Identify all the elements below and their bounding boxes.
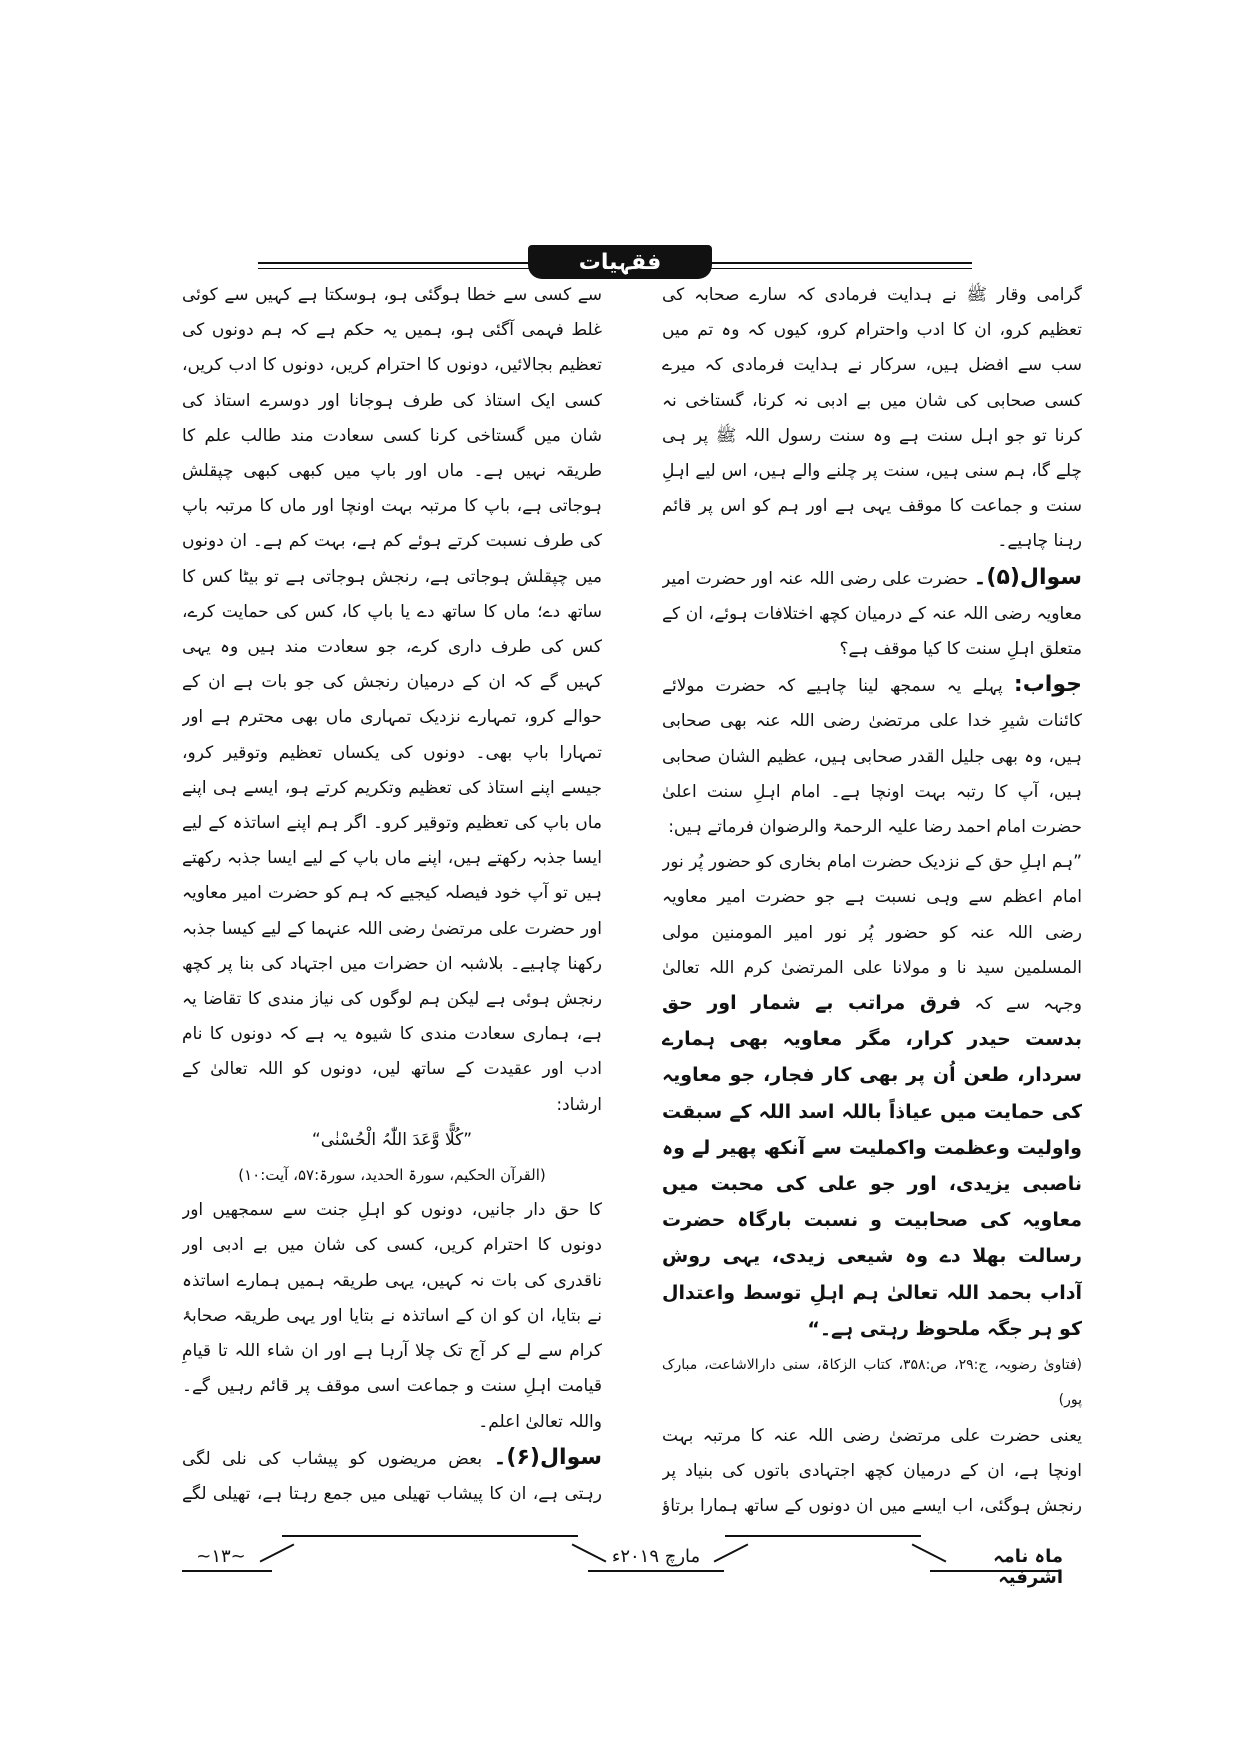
left-paragraph-2: کا حق دار جانیں، دونوں کو اہلِ جنت سے سمجھیں اور دونوں کا احترام کریں، کسی کی شان میں بے ادبی اور ناقدری کی بات نہ کہیں، یہی طریقہ ہمیں ہمارے اساتذہ نے بتایا، ان کو ان کے اساتذہ نے بتایا اور یہی طریقہ صحابۂ کرام سے لے کر آج تک چلا آرہا ہے اور ان شاء اللہ تا قیامِ قیامت اہلِ سنت و جماعت اسی موقف پر قائم رہیں گے۔ واللہ تعالیٰ اعلم۔ (182, 1200, 602, 1432)
footer-rule-top-right (725, 1535, 921, 1537)
quotation-reference: (فتاویٰ رضویہ، ج:۲۹، ص:۳۵۸، کتاب الزکاۃ، سنی دارالاشاعت، مبارک پور) (662, 1357, 1082, 1409)
ayah-reference: (القرآن الحکیم، سورۃ الحدید، سورۃ:۵۷، آیت:۱۰) (238, 1166, 546, 1185)
answer-5-text: پہلے یہ سمجھ لینا چاہیے کہ حضرت مولائے کائنات شیرِ خدا علی مرتضیٰ رضی اللہ عنہ بھی صحابی ہیں، وہ بھی جلیل القدر صحابی ہیں، عظیم الشان صحابی ہیں، آپ کا رتبہ بہت اونچا ہے۔ امام اہلِ سنت اعلیٰ حضرت امام احمد رضا علیہ الرحمۃ والرضوان فرماتے ہیں: (662, 676, 1082, 838)
answer-5-label: جواب: (1013, 672, 1082, 698)
quotation-plain: ”ہم اہلِ حق کے نزدیک حضرت امام بخاری کو حضور پُر نور امام اعظم سے وہی نسبت ہے جو حضرت امیر معاویہ رضی اللہ عنہ کو حضور پُر نور امیر المومنین مولی المسلمین سید نا و مولانا علی المرتضیٰ کرم اللہ تعالیٰ وجہہ سے کہ (662, 852, 1082, 1015)
footer-slant-1 (260, 1543, 295, 1562)
header-rule-left (258, 262, 530, 264)
footer-rule-top-left (282, 1535, 578, 1537)
right-column (662, 278, 1082, 1518)
question-5-text: حضرت علی رضی اللہ عنہ اور حضرت امیر معاویہ رضی اللہ عنہ کے درمیان کچھ اختلافات ہوئے، ان کے متعلق اہلِ سنت کا کیا موقف ہے؟ (662, 568, 1082, 660)
question-6-label: سوال(۶)۔ (493, 1444, 602, 1470)
footer-slant-3 (714, 1543, 749, 1562)
ayah: ”كُلًّا وَّعَدَ اللّٰہُ الْحُسْنٰی“ (311, 1129, 473, 1150)
answer-5 (662, 667, 1082, 845)
question-5 (662, 560, 1082, 668)
section-title: فقہیات (528, 245, 712, 279)
header-rule-right (710, 262, 972, 264)
footer-slant-4 (912, 1543, 947, 1562)
magazine-name: ماہ نامہ اشرفیہ (993, 1546, 1063, 1588)
question-5-label: سوال(۵)۔ (973, 564, 1082, 590)
footer-rule-left (182, 1570, 272, 1572)
quotation (662, 845, 1082, 1348)
page-number: ~۱۳~ (196, 1546, 246, 1567)
header-rule-left-thin (258, 268, 530, 269)
question-6-text: بعض مریضوں کو پیشاب کی نلی لگی رہتی ہے، ان کا پیشاب تھیلی میں جمع رہتا ہے، تھیلی لگے (182, 1448, 602, 1504)
quotation-bold: فرق مراتب بے شمار اور حق بدست حیدر کرار، مگر معاویہ بھی ہمارے سردار، طعن اُن پر بھی کار فجار، جو معاویہ کی حمایت میں عیاذاً باللہ اسد اللہ کے سبقت واولیت وعظمت واکملیت سے آنکھ پھیر لے وہ ناصبی یزیدی، اور جو علی کی محبت میں معاویہ کی صحابیت و نسبت بارگاہ حضرت رسالت بھلا دے وہ شیعی زیدی، یہی روش آداب بحمد اللہ تعالیٰ ہم اہلِ توسط واعتدال کو ہر جگہ ملحوظ رہتی ہے۔“ (662, 992, 1082, 1340)
left-column (182, 278, 602, 1518)
left-paragraph-1: سے کسی سے خطا ہوگئی ہو، ہوسکتا ہے کہیں سے کوئی غلط فہمی آگئی ہو، ہمیں یہ حکم ہے کہ ہم دونوں کی تعظیم بجالائیں، دونوں کا احترام کریں، دونوں کا ادب کریں، کسی ایک استاذ کی طرف ہوجانا اور دوسرے استاذ کی شان میں گستاخی کرنا کسی سعادت مند طالب علم کا طریقہ نہیں ہے۔ ماں اور باپ میں کبھی کبھی چپقلش ہوجاتی ہے، باپ کا مرتبہ بہت اونچا اور ماں کا مرتبہ باپ کی طرف نسبت کرتے ہوئے کم ہے، بہت کم ہے۔ ان دونوں میں چپقلش ہوجاتی ہے، رنجش ہوجاتی ہے تو بیٹا کس کا ساتھ دے؛ ماں کا ساتھ دے یا باپ کا، کس کی حمایت کرے، کس کی طرف داری کرے، جو سعادت مند ہیں وہ یہی کہیں گے کہ ان کے درمیان رنجش کی جو بات ہے ان کے حوالے کرو، تمہارے نزدیک تمہاری ماں بھی محترم ہے اور تمہارا باپ بھی۔ دونوں کی یکساں تعظیم وتوقیر کرو، جیسے اپنے استاذ کی تعظیم وتکریم کرتے ہو، ایسے ہی اپنے ماں باپ کی تعظیم وتوقیر کرو۔ اگر ہم اپنے اساتذہ کے لیے ایسا جذبہ رکھتے ہیں، اپنے ماں باپ کے لیے ایسا جذبہ رکھتے ہیں تو آپ خود فیصلہ کیجیے کہ ہم کو حضرت امیر معاویہ اور حضرت علی مرتضیٰ رضی اللہ عنہما کے لیے کیسا جذبہ رکھنا چاہیے۔ بلاشبہ ان حضرات میں اجتہاد کی بنا پر کچھ رنجش ہوئی ہے لیکن ہم لوگوں کی نیاز مندی کا تقاضا یہ ہے، ہماری سعادت مندی کا شیوہ یہ ہے کہ دونوں کا نام ادب اور عقیدت کے ساتھ لیں، دونوں کو اللہ تعالیٰ کے ارشاد: (182, 285, 602, 1115)
header-rule-right-thin (710, 268, 972, 269)
question-6 (182, 1440, 602, 1518)
issue-date: مارچ ۲۰۱۹ء (611, 1546, 701, 1567)
right-paragraph-2: یعنی حضرت علی مرتضیٰ رضی اللہ عنہ کا مرتبہ بہت اونچا ہے، ان کے درمیان کچھ اجتہادی باتوں کی بنیاد پر رنجش ہوگئی، اب ایسے میں ان دونوں کے ساتھ ہمارا برتاؤ (662, 1425, 1082, 1516)
footer-rule-middle (588, 1570, 724, 1572)
right-paragraph-1: گرامی وقار ﷺ نے ہدایت فرمادی کہ سارے صحابہ کی تعظیم کرو، ان کا ادب واحترام کرو، کیوں کہ وہ تم میں سب سے افضل ہیں، سرکار نے ہدایت فرمادی کہ میرے کسی صحابی کی شان میں بے ادبی نہ کرنا، گستاخی نہ کرنا تو جو اہل سنت ہے وہ سنت رسول اللہ ﷺ پر ہی چلے گا، ہم سنی ہیں، سنت پر چلنے والے ہیں، اس لیے اہلِ سنت و جماعت کا موقف یہی ہے اور ہم کو اس پر قائم رہنا چاہیے۔ (662, 285, 1082, 552)
